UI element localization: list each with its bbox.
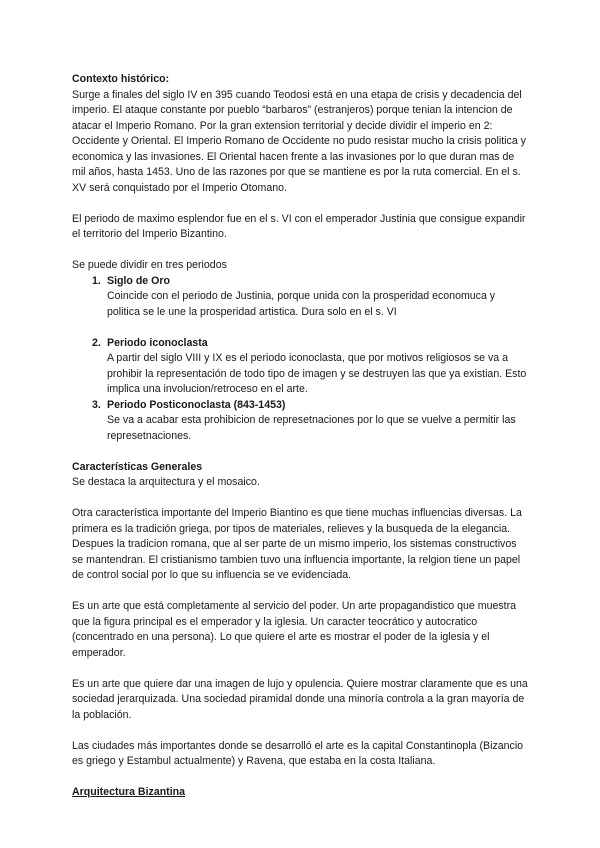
period-item-3 [72, 398, 530, 445]
period-number: 1. [92, 274, 101, 287]
contexto-heading: Contexto histórico: [72, 73, 170, 85]
period-text: Se va a acabar esta prohibicion de represetnaciones por lo que se vuelve a permitir las represetnaciones. [107, 414, 516, 442]
period-title: Periodo Posticonoclasta (843-1453) [107, 398, 286, 411]
periods-list [72, 274, 530, 445]
contexto-paragraph-1: Surge a finales del siglo IV en 395 cuando Teodosi está en una etapa de crisis y decadencia del imperio. El ataque constante por pueblo “barbaros” (estranjeros) porque tenian la intencion de atacar el Imperio Romano. Por la gran extension territorial y decide dividir el imperio en 2: Occidente y Oriental. El Imperio Romano de Occidente no pudo resistar mucho la crisis politica y economica y las invasiones. El Oriental hacen frente a las invasiones por lo que duran mas de mil años, hasta 1453. Uno de las razones por que se mantiene es por la ruta comercial. En el s. XV será conquistado por el Imperio Otomano. [72, 88, 526, 194]
period-number: 2. [92, 336, 101, 349]
caracteristicas-heading: Características Generales [72, 460, 203, 473]
period-item-2 [72, 336, 530, 398]
period-title: Periodo iconoclasta [107, 336, 208, 349]
period-text: Coincide con el periodo de Justinia, porque unida con la prosperidad economuca y politica se le une la prosperidad artistica. Dura solo en el s. VI [107, 290, 496, 318]
caracteristicas-paragraph-4: Las ciudades más importantes donde se desarrolló el arte es la capital Constantinopla (Bizancio es griego y Estambul actualmente) y Ravena, que estaba en la costa Italiana. [72, 739, 524, 767]
contexto-paragraph-2: El periodo de maximo esplendor fue en el s. VI con el emperador Justinia que consigue expandir el territorio del Imperio Bizantino. [72, 212, 526, 240]
period-number: 3. [92, 398, 101, 411]
caracteristicas-paragraph-2: Es un arte que está completamente al servicio del poder. Un arte propagandistico que muestra que la figura principal es el emperador y la iglesia. Un caracter teocrático y autocratico (concentrado en una persona). Lo que quiere el arte es mostrar el poder de la iglesia y el emperador. [72, 600, 517, 659]
caracteristicas-paragraph-1: Otra característica importante del Imperio Biantino es que tiene muchas influencias diversas. La primera es la tradición griega, por tipos de materiales, relieves y la busqueda de la elegancia. Despues la tradicion romana, que al ser parte de un mismo imperio, los sistemas constructivos se mantendran. El cristianismo tambien tuvo una influencia importante, la relgion tiene un papel de control social por lo que su influencia se ve evidenciada. [72, 507, 522, 581]
period-title: Siglo de Oro [107, 274, 170, 287]
period-text: A partir del siglo VIII y IX es el periodo iconoclasta, que por motivos religiosos se va a prohibir la representación de todo tipo de imagen y se destruyen las que ya existian. Esto implica una involucion/retroceso en el arte. [107, 352, 527, 395]
contexto-paragraph-3: Se puede dividir en tres periodos [72, 259, 227, 271]
caracteristicas-intro: Se destaca la arquitectura y el mosaico. [72, 476, 260, 488]
period-item-1 [72, 274, 530, 336]
document-content [72, 72, 530, 801]
caracteristicas-paragraph-3: Es un arte que quiere dar una imagen de lujo y opulencia. Quiere mostrar claramente que es una sociedad jerarquizada. Una sociedad piramidal donde una minoría controla a la gran mayoría de la población. [72, 677, 528, 721]
arquitectura-heading: Arquitectura Bizantina [72, 786, 186, 798]
